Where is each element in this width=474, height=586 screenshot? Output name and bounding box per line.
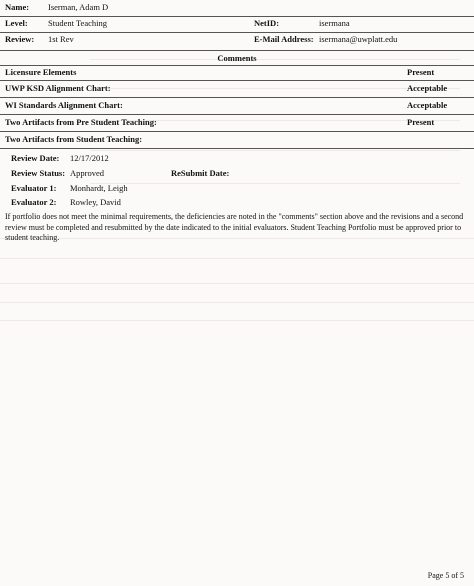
evaluator1-value: Monhardt, Leigh [70,183,128,193]
element-row [0,82,474,95]
review-value: 1st Rev [48,34,74,44]
page-number: Page 5 of 5 [427,571,464,580]
review-date-label: Review Date: [11,153,60,163]
element-status: Acceptable [407,83,448,93]
review-status-label: Review Status: [11,168,66,178]
element-name: UWP KSD Alignment Chart: [5,83,111,93]
email-label: E-Mail Address: [254,34,314,44]
level-value: Student Teaching [48,18,107,28]
element-row [0,99,474,112]
evaluator2-label: Evaluator 2: [11,197,57,207]
divider [0,131,474,132]
element-name: Licensure Elements [5,67,77,77]
element-row [0,133,474,146]
review-status-value: Approved [70,168,104,178]
netid-value: isermana [319,18,350,28]
element-status: Acceptable [407,100,448,110]
name-row [0,0,474,15]
divider [0,50,474,51]
divider [0,114,474,115]
divider [0,80,474,81]
netid-label: NetID: [254,18,280,28]
review-date-value: 12/17/2012 [70,153,109,163]
divider [0,97,474,98]
element-status: Present [407,67,435,77]
element-row [0,66,474,79]
divider [0,148,474,149]
element-name: WI Standards Alignment Chart: [5,100,123,110]
email-value: isermana@uwplatt.edu [319,34,398,44]
resubmit-date-label: ReSubmit Date: [171,168,230,178]
requirements-note: If portfolio does not meet the minimal requirements, the deficiencies are noted in the "comments" section above and the revisions and a second review must be completed and resubmitted by the date indicated to the initial evaluators. Student Teaching Portfolio must be approved prior to student teaching. [5,212,464,242]
element-name: Two Artifacts from Student Teaching: [5,134,143,144]
review-label: Review: [5,34,35,44]
element-row [0,116,474,129]
comments-heading: Comments [217,53,257,63]
name-value: Iserman, Adam D [48,2,109,12]
evaluator1-label: Evaluator 1: [11,183,57,193]
level-label: Level: [5,18,28,28]
level-row [0,16,474,31]
review-row [0,32,474,47]
element-status: Present [407,117,435,127]
name-label: Name: [5,2,30,12]
element-name: Two Artifacts from Pre Student Teaching: [5,117,157,127]
evaluator2-value: Rowley, David [70,197,121,207]
